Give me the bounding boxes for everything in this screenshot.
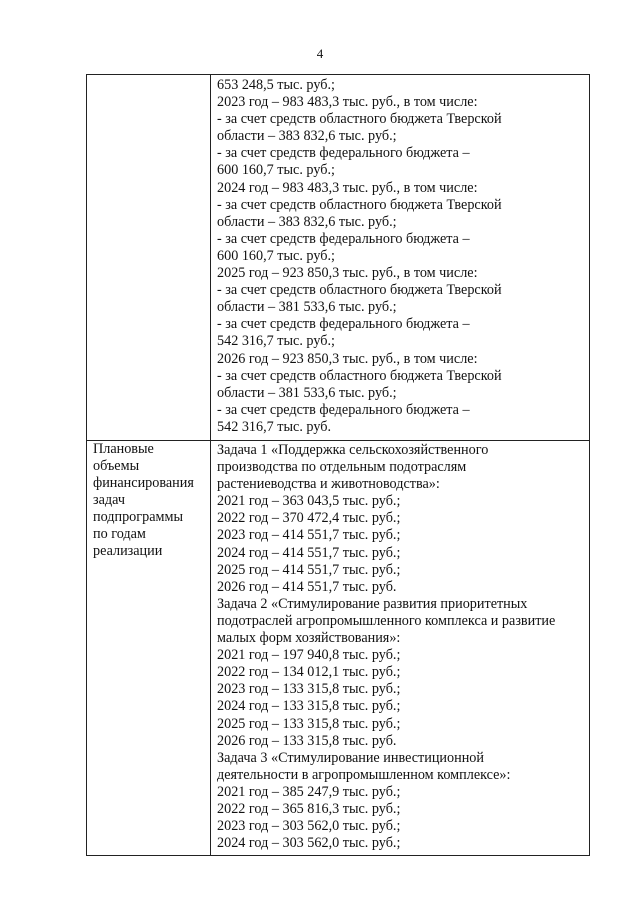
text-line: 2026 год – 923 850,3 тыс. руб., в том числе: [217, 350, 478, 367]
text-line: 2023 год – 303 562,0 тыс. руб.; [217, 818, 401, 835]
text-line: Задача 1 «Поддержка сельскохозяйственного [217, 442, 489, 458]
text-line: 2025 год – 133 315,8 тыс. руб.; [217, 715, 401, 732]
text-line: области – 381 533,6 тыс. руб.; [217, 384, 397, 401]
row1-financing-text [217, 77, 585, 436]
text-line: 2023 год – 133 315,8 тыс. руб.; [217, 681, 401, 698]
label-line: Плановые [93, 441, 154, 457]
row2-task-financing-text [217, 442, 585, 852]
page-number: 4 [316, 46, 324, 61]
text-line: 600 160,7 тыс. руб.; [217, 162, 335, 179]
financing-table [86, 74, 590, 856]
text-line: 2026 год – 414 551,7 тыс. руб. [217, 578, 397, 595]
text-line: 2024 год – 133 315,8 тыс. руб.; [217, 698, 401, 715]
text-line: 600 160,7 тыс. руб.; [217, 247, 335, 264]
text-line: 2024 год – 303 562,0 тыс. руб.; [217, 835, 401, 852]
text-line: области – 383 832,6 тыс. руб.; [217, 213, 397, 230]
text-line: - за счет средств федерального бюджета – [217, 316, 470, 333]
text-line: 2022 год – 134 012,1 тыс. руб.; [217, 664, 401, 681]
text-line: - за счет средств федерального бюджета – [217, 230, 470, 247]
label-line: финансирования [93, 475, 194, 491]
text-line: деятельности в агропромышленном комплексе»: [217, 766, 511, 783]
text-line: 2024 год – 414 551,7 тыс. руб.; [217, 544, 401, 561]
text-line: малых форм хозяйствования»: [217, 630, 401, 647]
label-line: по годам [93, 526, 146, 542]
text-line: подотраслей агропромышленного комплекса и развитие [217, 612, 556, 629]
text-line: - за счет средств областного бюджета Тверской [217, 367, 502, 384]
text-line: области – 381 533,6 тыс. руб.; [217, 299, 397, 316]
text-line: растениеводства и животноводства»: [217, 476, 440, 493]
text-line: 2021 год – 363 043,5 тыс. руб.; [217, 493, 401, 510]
text-line: 2024 год – 983 483,3 тыс. руб., в том числе: [217, 179, 478, 196]
text-line: Задача 3 «Стимулирование инвестиционной [217, 749, 484, 766]
label-line: реализации [93, 543, 163, 559]
text-line: 653 248,5 тыс. руб.; [217, 77, 335, 93]
text-line: - за счет средств областного бюджета Тверской [217, 196, 502, 213]
text-line: области – 383 832,6 тыс. руб.; [217, 128, 397, 145]
label-line: задач [93, 492, 125, 508]
text-line: 2025 год – 414 551,7 тыс. руб.; [217, 561, 401, 578]
text-line: 2023 год – 983 483,3 тыс. руб., в том числе: [217, 94, 478, 111]
text-line: производства по отдельным подотраслям [217, 459, 467, 476]
text-line: - за счет средств федерального бюджета – [217, 401, 470, 418]
text-line: 542 316,7 тыс. руб.; [217, 333, 335, 350]
label-line: подпрограммы [93, 509, 183, 525]
text-line: - за счет средств федерального бюджета – [217, 145, 470, 162]
row2-label-planned-financing [93, 441, 205, 560]
text-line: 2023 год – 414 551,7 тыс. руб.; [217, 527, 401, 544]
column-divider [210, 75, 211, 855]
text-line: - за счет средств областного бюджета Тверской [217, 111, 502, 128]
text-line: 2025 год – 923 850,3 тыс. руб., в том числе: [217, 265, 478, 282]
text-line: 542 316,7 тыс. руб. [217, 418, 331, 435]
text-line: 2021 год – 385 247,9 тыс. руб.; [217, 783, 401, 800]
text-line: Задача 2 «Стимулирование развития приоритетных [217, 595, 528, 612]
text-line: 2022 год – 370 472,4 тыс. руб.; [217, 510, 401, 527]
text-line: 2021 год – 197 940,8 тыс. руб.; [217, 647, 401, 664]
text-line: - за счет средств областного бюджета Тверской [217, 282, 502, 299]
text-line: 2026 год – 133 315,8 тыс. руб. [217, 732, 397, 749]
text-line: 2022 год – 365 816,3 тыс. руб.; [217, 800, 401, 817]
label-line: объемы [93, 458, 140, 474]
